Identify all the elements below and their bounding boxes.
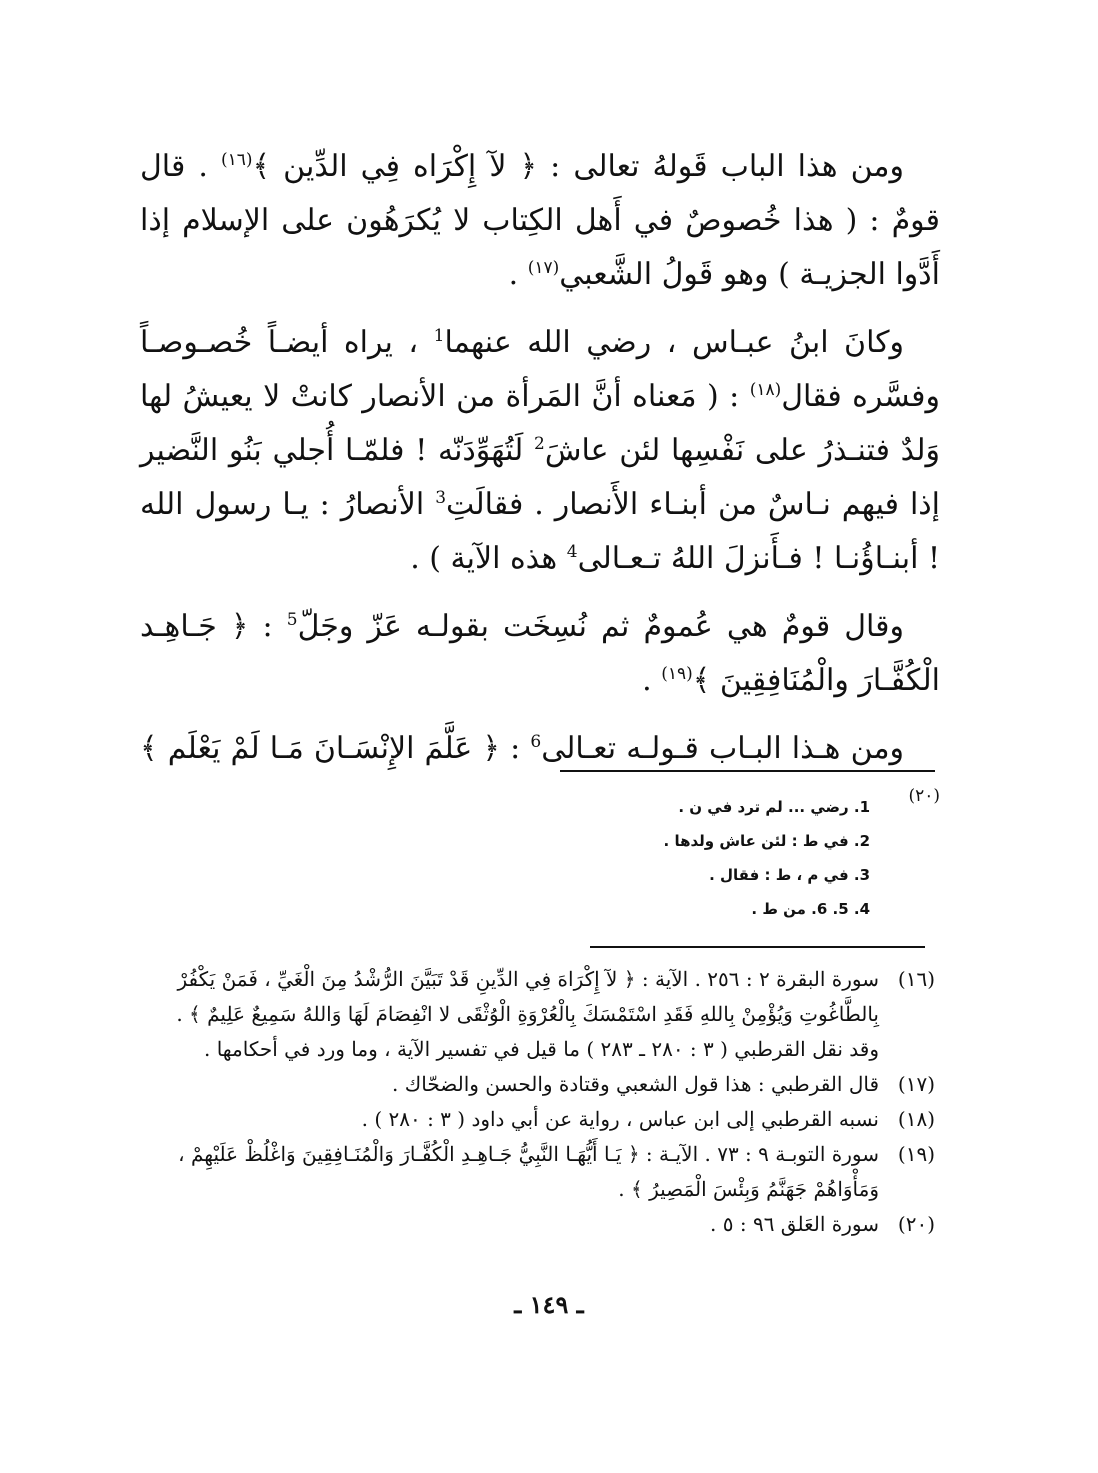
footnote-number: (١٨) bbox=[897, 1107, 935, 1131]
text-run: الأنصارُ : يـا رسول الله ! أبنـاؤُنـا ! فـأَنزلَ اللهُ تـعـالى bbox=[140, 487, 940, 576]
text-run: وقال قومٌ هي عُمومٌ ثم نُسِخَت بقولـه عَزّ وجَلّ bbox=[297, 609, 904, 644]
text-run: هذه الآية ) . bbox=[410, 541, 567, 576]
footnote-text bbox=[140, 962, 879, 1067]
footnote-ref: (١٨) bbox=[749, 380, 782, 400]
footnote-number: (١٦) bbox=[897, 967, 935, 991]
text-run: : ﴿ جَـاهِـد الْكُفَّـارَ والْمُنَافِقِينَ ﴾ bbox=[140, 609, 940, 698]
footnote-ref: (١٧) bbox=[527, 258, 560, 278]
editor-note-ref: 5 bbox=[286, 610, 298, 630]
footnote-line: نسبه القرطبي إلى ابن عباس ، رواية عن أبي داود ( ٣ : ٢٨٠ ) . bbox=[361, 1107, 879, 1131]
footnote-ref: (١٩) bbox=[661, 664, 693, 684]
editor-note: 4. 5. 6. من ط . bbox=[751, 900, 870, 918]
editor-note-ref: 1 bbox=[433, 326, 445, 346]
footnote bbox=[140, 1067, 935, 1102]
footnote-line: بِالطَّاغُوتِ وَيُؤْمِنْ بِاللهِ فَقَدِ اسْتَمْسَكَ بِالْعُرْوَةِ الْوُثْقَى لا انْفِصَامَ لَهَا وَاللهُ سَمِيعٌ عَلِيمٌ ﴾ . bbox=[176, 1002, 879, 1026]
text-run: ومن هـذا البـاب قـولـه تعـالى bbox=[541, 731, 905, 766]
text-run: . bbox=[642, 663, 662, 698]
editor-note: 3. في م ، ط : فقال . bbox=[709, 866, 870, 884]
footnote-line: وَمَأْوَاهُمْ جَهَنَّمُ وَبِئْسَ الْمَصِيرُ ﴾ . bbox=[618, 1177, 879, 1201]
paragraph-3 bbox=[140, 600, 940, 708]
footnote bbox=[140, 1137, 935, 1207]
footnote-number: (١٧) bbox=[897, 1072, 935, 1096]
editor-notes-divider bbox=[560, 770, 935, 772]
footnote-line: قال القرطبي : هذا قول الشعبي وقتادة والحسن والضحّاك . bbox=[392, 1072, 879, 1096]
editor-note-ref: 3 bbox=[435, 488, 447, 508]
footnote bbox=[140, 962, 935, 1067]
text-run: . bbox=[508, 257, 528, 292]
footnote-text bbox=[140, 1137, 879, 1207]
editor-notes bbox=[450, 790, 870, 926]
main-text bbox=[140, 140, 940, 844]
paragraph-2 bbox=[140, 316, 940, 586]
footnote-line: سورة التوبـة ٩ : ٧٣ . الآيـة : ﴿ يَـا أَيُّهَـا النَّبِيُّ جَـاهِـدِ الْكُفَّـارَ وَالْمُنَـافِقِينَ وَاغْلُظْ عَلَيْهِمْ ، bbox=[178, 1142, 879, 1166]
editor-note: 2. في ط : لئن عاش ولدها . bbox=[663, 832, 870, 850]
footnote-line: وقد نقل القرطبي ( ٣ : ٢٨٠ ـ ٢٨٣ ) ما قيل في تفسير الآية ، وما ورد في أحكامها . bbox=[203, 1037, 879, 1061]
text-run: ، يراه أيضـاً خُصـوصـاً وفسَّره فقال bbox=[140, 325, 940, 414]
footnote-line: سورة العَلق ٩٦ : ٥ . bbox=[710, 1212, 879, 1236]
footnotes-divider bbox=[590, 946, 925, 948]
paragraph-1 bbox=[140, 140, 940, 302]
text-run: وكانَ ابنُ عبـاس ، رضي الله عنهما bbox=[444, 325, 905, 360]
editor-note-ref: 6 bbox=[530, 732, 542, 752]
footnote-text bbox=[140, 1207, 879, 1242]
editor-note: 1. رضي ... لم ترد في ن . bbox=[678, 798, 870, 816]
text-run: . قال قومٌ : ( هذا خُصوصٌ في أَهل الكِتاب لا يُكرَهُون على الإسلام إذا أَدَّوا الجزيـة ) وهو قَولُ الشَّعبي bbox=[140, 149, 940, 292]
page-number: ـ ١٤٩ ـ bbox=[514, 1290, 584, 1319]
footnotes bbox=[140, 962, 935, 1242]
footnote bbox=[140, 1207, 935, 1242]
text-run: لَتُهَوِّدَنّه ! فلمّـا أُجلي بَنُو النَّضير إذا فيهم نـاسٌ من أبنـاء الأَنصار . فقالَتِ bbox=[140, 433, 941, 522]
footnote-number: (١٩) bbox=[897, 1142, 935, 1166]
text-run: : ( مَعناه أنَّ المَرأة من الأنصار كانتْ لا يعيشُ لها وَلدٌ فتنـذرُ على نَفْسِها لئن عاشَ bbox=[140, 379, 941, 468]
footnote-number: (٢٠) bbox=[897, 1212, 935, 1236]
footnote-line: سورة البقرة ٢ : ٢٥٦ . الآية : ﴿ لآ إِكْرَاهَ فِي الدِّينِ قَدْ تَبَيَّنَ الرُّشْدُ مِنَ الْغَيِّ ، فَمَنْ يَكْفُرْ bbox=[177, 967, 879, 991]
footnote bbox=[140, 1102, 935, 1137]
footnote-text bbox=[140, 1102, 879, 1137]
footnote-text bbox=[140, 1067, 879, 1102]
editor-note-ref: 4 bbox=[566, 542, 578, 562]
text-run: ومن هذا الباب قَولهُ تعالى : ﴿ لآ إِكْرَاه فِي الدِّين ﴾ bbox=[252, 149, 904, 184]
footnote-ref: (١٦) bbox=[220, 150, 253, 170]
editor-note-ref: 2 bbox=[534, 434, 545, 454]
footnote-ref: (٢٠) bbox=[908, 786, 940, 806]
text-run: : ﴿ عَلَّمَ الإِنْسَـانَ مَـا لَمْ يَعْلَم ﴾ bbox=[140, 731, 531, 766]
